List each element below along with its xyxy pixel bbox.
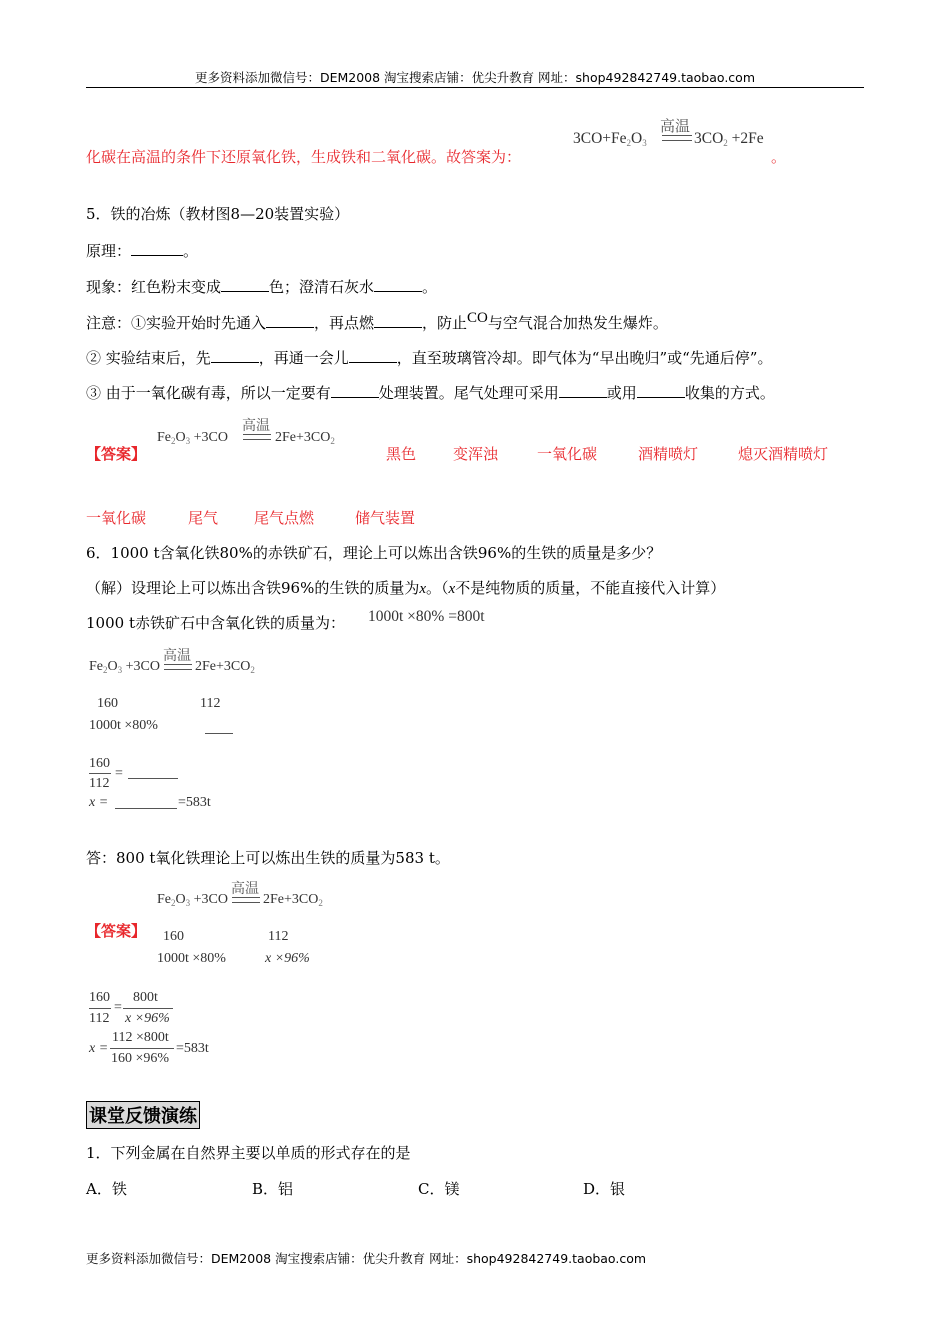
q6-mass-text: 1000 t赤铁矿石中含氧化铁的质量为： <box>86 614 345 632</box>
blank[interactable] <box>374 315 422 328</box>
feedback-heading: 课堂反馈演练 <box>86 1101 200 1129</box>
q5-principle: 原理： 。 <box>86 242 199 260</box>
q6-answer-frac-bar <box>89 1008 111 1009</box>
q6-answer-eq-sign: = <box>114 1000 122 1015</box>
q5-title: 5．铁的冶炼（教材图8—20装置实验） <box>86 205 350 223</box>
q6-answer-equation: $Fe_2O_3 +3CO$ <box>157 892 228 908</box>
q6-answer-x-num: 112 ×800t <box>112 1030 169 1045</box>
q6-answer-products: $2Fe+3CO_2$ <box>263 892 323 908</box>
q5-answer-item: 变浑浊 <box>453 445 499 463</box>
intro-equation: $3CO+Fe_2O_3$ <box>573 130 647 148</box>
blank[interactable] <box>211 350 259 363</box>
q6-frac-num: 160 <box>89 756 110 771</box>
q6-answer-frac-num: 160 <box>89 990 110 1005</box>
q5-answer-products: $2Fe+3CO_2$ <box>275 430 335 446</box>
header-rule <box>86 87 864 88</box>
page-header: 更多资料添加微信号：DEM2008 淘宝搜索店铺：优尖升教育 网址：shop492842749.taobao.com <box>194 70 756 85</box>
q6-molar-112: 112 <box>200 696 221 711</box>
q5-answer-condition: 高温 <box>242 419 270 434</box>
q6-answer-x: x = <box>89 1041 109 1056</box>
intro-text: 化碳在高温的条件下还原氧化铁，生成铁和二氧化碳。故答案为： <box>86 148 522 166</box>
feedback-q1: 1．下列金属在自然界主要以单质的形式存在的是 <box>86 1144 411 1162</box>
q6-answer-condition: 高温 <box>231 882 259 897</box>
q6-answer-given: 1000t ×80% <box>157 951 226 966</box>
q6-mass-equation: 1000t ×80% =800t <box>368 608 485 625</box>
q5-answer-item: 熄灭酒精喷灯 <box>738 445 829 463</box>
feedback-option-d[interactable]: D．银 <box>583 1180 626 1198</box>
feedback-option-a[interactable]: A．铁 <box>86 1180 127 1198</box>
blank[interactable] <box>221 279 269 292</box>
intro-period: 。 <box>771 148 787 166</box>
q6-conclusion: 答：800 t氧化铁理论上可以炼出生铁的质量为583 t。 <box>86 849 450 867</box>
intro-equation-products: $3CO_2 +2Fe$ <box>694 130 764 148</box>
q6-answer-112: 112 <box>268 929 289 944</box>
q5-answer-item: 酒精喷灯 <box>638 445 699 463</box>
feedback-option-b[interactable]: B．铝 <box>252 1180 294 1198</box>
q5-answer-item: 黑色 <box>386 445 417 463</box>
q6-answer-arrow <box>232 897 260 903</box>
q6-x: x = <box>89 795 109 810</box>
q5-note3: ③ 由于一氧化碳有毒，所以一定要有 处理装置。尾气处理可采用 或用 收集的方式。 <box>86 384 775 402</box>
page-footer: 更多资料添加微信号：DEM2008 淘宝搜索店铺：优尖升教育 网址：shop492842749.taobao.com <box>86 1251 647 1266</box>
q6-given: 1000t ×80% <box>89 718 158 733</box>
q5-note2: ② 实验结束后，先 ，再通一会儿 ，直至玻璃管冷却。即气体为“早出晚归”或“先通后停”。 <box>86 349 773 367</box>
q5-answer-item: 储气装置 <box>355 509 416 527</box>
q6-answer-rhs-den: x ×96% <box>125 1011 170 1026</box>
q6-equation-condition: 高温 <box>163 649 191 664</box>
q6-answer-rhs-num: 800t <box>133 990 158 1005</box>
q5-note1: 注意：①实验开始时先通入 ，再点燃 ，防止CO与空气混合加热发生爆炸。 <box>86 310 668 332</box>
blank[interactable] <box>349 350 397 363</box>
q6-equation: $Fe_2O_3 +3CO$ <box>89 659 160 675</box>
q5-phenomenon: 现象：红色粉末变成 色；澄清石灰水 。 <box>86 278 438 296</box>
q6-equation-products: $2Fe+3CO_2$ <box>195 659 255 675</box>
q6-answer-x-den: 160 ×96% <box>111 1051 170 1066</box>
blank[interactable] <box>637 385 685 398</box>
q6-answer-x-bar <box>110 1048 174 1049</box>
q6-answer-frac-den: 112 <box>89 1011 110 1026</box>
q6-x-blank <box>115 808 177 809</box>
q5-answer-item: 尾气点燃 <box>254 509 315 527</box>
intro-equation-condition: 高温 <box>660 119 691 135</box>
blank[interactable] <box>131 243 183 256</box>
q5-answer-item: 一氧化碳 <box>537 445 598 463</box>
q6-answer-rhs-bar <box>123 1008 173 1009</box>
q5-answer-label: 【答案】 <box>86 445 147 463</box>
q6-x-result: =583t <box>178 795 211 810</box>
q6-molar-160: 160 <box>97 696 118 711</box>
q6-blank-line <box>205 733 233 734</box>
blank[interactable] <box>331 385 379 398</box>
feedback-option-c[interactable]: C．镁 <box>418 1180 460 1198</box>
q5-answer-item: 尾气 <box>188 509 219 527</box>
q6-frac-bar <box>89 773 111 774</box>
q6-solve: （解）设理论上可以炼出含铁96%的生铁的质量为x。（x不是纯物质的质量，不能直接代入计算） <box>86 579 726 597</box>
q6-answer-160: 160 <box>163 929 184 944</box>
q6-eq-sign: = <box>115 766 123 781</box>
q5-answer-item: 一氧化碳 <box>86 509 147 527</box>
q6-answer-x96: x ×96% <box>265 951 310 966</box>
blank[interactable] <box>266 315 314 328</box>
q6-frac-den: 112 <box>89 776 110 791</box>
q5-answer-equation: $Fe_2O_3 +3CO$ <box>157 430 228 446</box>
q5-answer-arrow <box>243 434 271 440</box>
q6-title: 6．1000 t含氧化铁80%的赤铁矿石，理论上可以炼出含铁96%的生铁的质量是多少？ <box>86 544 662 562</box>
q6-equation-arrow <box>164 664 192 670</box>
blank[interactable] <box>559 385 607 398</box>
q6-answer-label: 【答案】 <box>86 922 147 940</box>
blank[interactable] <box>374 279 422 292</box>
q6-answer-x-result: =583t <box>176 1041 209 1056</box>
q6-frac-blank <box>128 778 178 779</box>
intro-equation-arrow <box>662 135 692 141</box>
